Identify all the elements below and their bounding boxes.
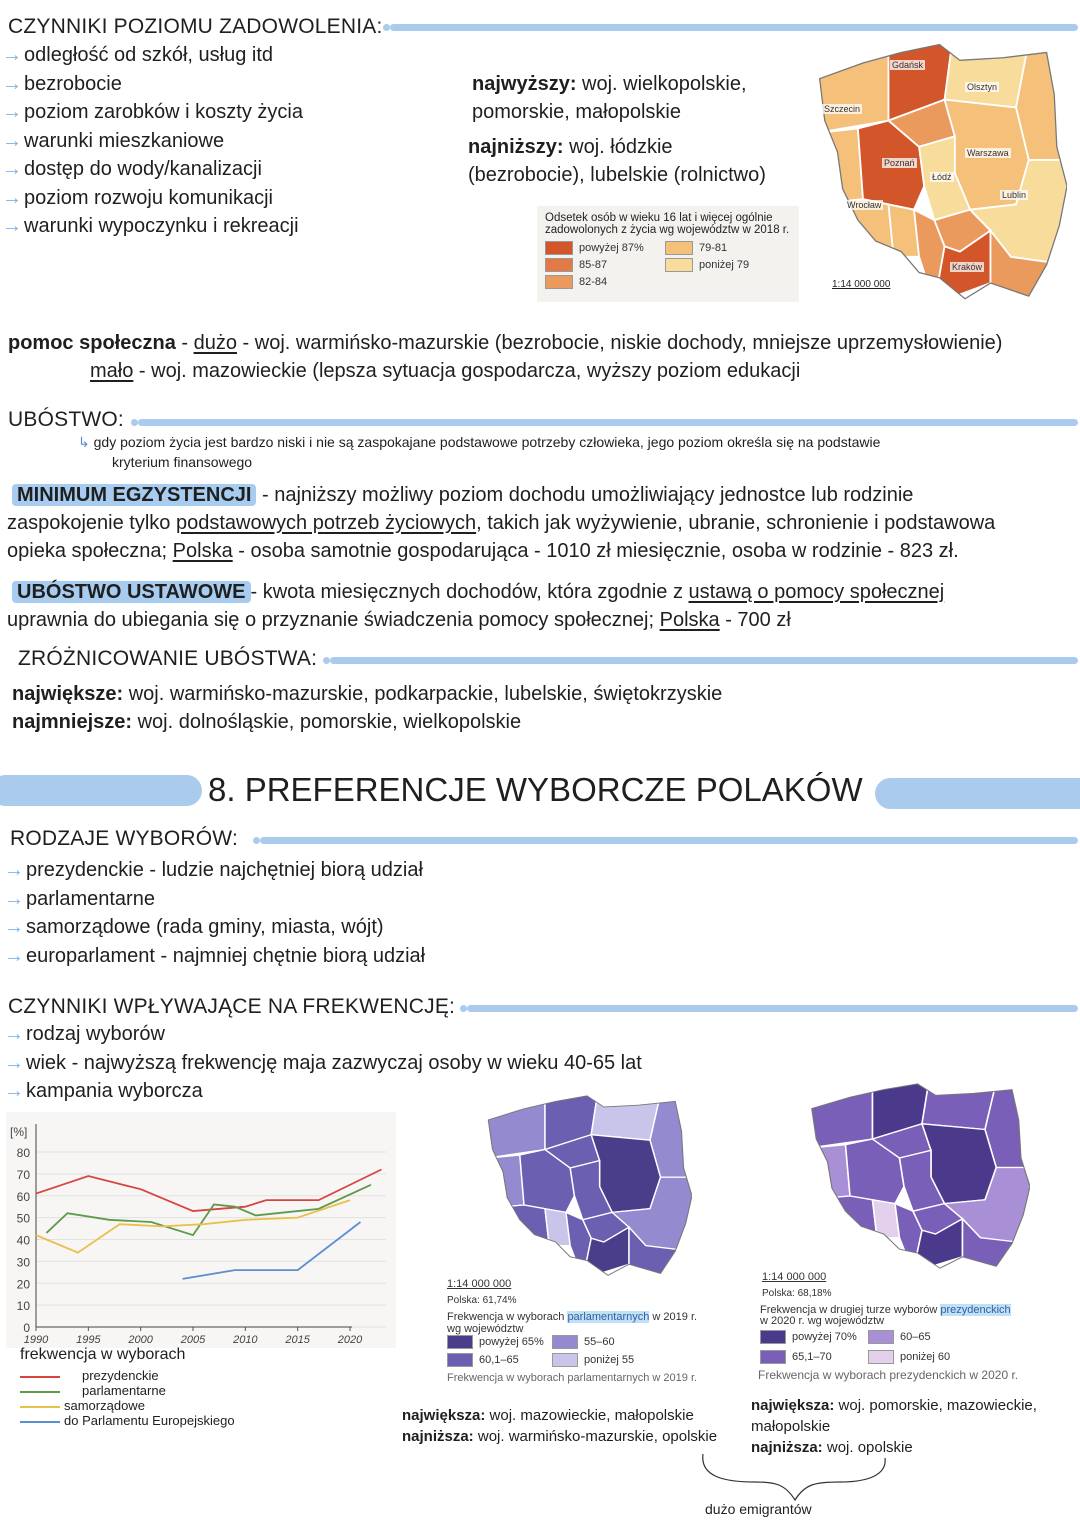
legend-label: poniżej 60 xyxy=(900,1350,951,1363)
poland-value: Polska: 68,18% xyxy=(762,1288,832,1299)
label: najniższy: xyxy=(468,136,564,158)
item-text: poziom zarobków i koszty życia xyxy=(24,101,303,123)
legend-label: poniżej 79 xyxy=(699,258,750,271)
legend-item xyxy=(552,1335,615,1349)
label: najmniejsze: xyxy=(12,711,133,733)
y-axis-label: [%] xyxy=(10,1125,28,1139)
legend-item xyxy=(545,241,644,255)
item-text: kampania wyborcza xyxy=(26,1080,203,1102)
highlight: parlamentarnych xyxy=(567,1311,650,1323)
satisfaction-factor xyxy=(2,70,122,98)
section-title-row xyxy=(208,768,1080,812)
x-tick-label: 2000 xyxy=(128,1334,153,1346)
satisfaction-factor xyxy=(2,155,262,183)
item-text: parlamentarne xyxy=(26,887,155,910)
text: - osoba samotnie gospodarująca - 1010 zł miesięcznie, osoba w rodzinie - 823 zł. xyxy=(232,540,959,562)
lowest-satisfaction-cont: (bezrobocie), lubelskie (rolnictwo) xyxy=(468,164,766,186)
label: najniższa: xyxy=(402,1428,474,1445)
arrow-icon: → xyxy=(2,158,22,180)
poverty-note xyxy=(78,432,880,452)
voivodeship-region xyxy=(945,42,1029,108)
min-existence-line-2 xyxy=(7,509,995,537)
y-tick-label: 0 xyxy=(23,1321,30,1335)
little: mało xyxy=(90,360,134,382)
legend-label: powyżej 70% xyxy=(792,1330,857,1343)
note-text: gdy poziom życia jest bardzo niski i nie są zaspokajane podstawowe potrzeby człowieka, jego poziom określa się na podstawie xyxy=(93,434,881,450)
item-text: warunki wypoczynku i rekreacji xyxy=(24,215,299,237)
y-tick-label: 70 xyxy=(16,1167,30,1182)
section-title: 8. PREFERENCJE WYBORCZE POLAKÓW xyxy=(208,771,863,808)
social-help-much: pomoc społeczna - dużo - woj. warmińsko-mazurskie (bezrobocie, niskie dochody, mniejsze uprzemysłowienie) xyxy=(8,332,1003,354)
voivodeship-region xyxy=(922,1082,996,1130)
label: pomoc społeczna xyxy=(8,332,176,354)
map-caption: Frekwencja w wyborach parlamentarnych w 2019 r. xyxy=(447,1372,698,1384)
voivodeship-region xyxy=(812,128,863,204)
label: najniższa: xyxy=(751,1439,823,1456)
city-label: Lublin xyxy=(1002,190,1027,200)
legend-swatch xyxy=(868,1350,894,1364)
city-label: Warszawa xyxy=(967,148,1009,158)
t: Frekwencja w wyborach xyxy=(447,1311,568,1323)
legend-line xyxy=(20,1391,60,1393)
min-existence-line-3 xyxy=(7,537,959,565)
arrow-icon: → xyxy=(2,129,22,152)
item-text: wiek - najwyższą frekwencję maja zazwyczaj osoby w wieku 40-65 lat xyxy=(26,1051,642,1074)
underlined: ustawą o pomocy społecznej xyxy=(688,581,945,603)
t: w 2019 r. xyxy=(649,1311,698,1323)
chart-legend-item xyxy=(20,1383,166,1398)
legend-label: 82-84 xyxy=(579,275,608,288)
arrow-icon: → xyxy=(4,859,24,881)
poverty-note-cont: kryterium finansowego xyxy=(112,454,253,470)
legend-line xyxy=(20,1421,60,1423)
turnout-factor xyxy=(4,1049,642,1077)
text: woj. mazowieckie, małopolskie xyxy=(489,1407,694,1424)
voivodeship-region xyxy=(812,42,889,134)
voivodeship-region xyxy=(591,1094,660,1140)
item-text: bezrobocie xyxy=(24,72,122,95)
arrow-icon: → xyxy=(2,215,22,237)
text: - woj. mazowieckie (lepsza sytuacja gospodarcza, wyższy poziom edukacji xyxy=(138,360,801,382)
election-types-heading: RODZAJE WYBORÓW: xyxy=(10,827,238,850)
legend-swatch xyxy=(665,258,693,272)
poland-value: Polska: 61,74% xyxy=(447,1295,517,1306)
legend-label: powyżej 65% xyxy=(479,1335,544,1348)
item-text: odległość od szkół, usług itd xyxy=(24,44,274,66)
term-highlight: MINIMUM EGZYSTENCJI xyxy=(12,484,256,506)
map-caption: Frekwencja w wyborach prezydenckich w 2020 r. xyxy=(758,1368,1019,1382)
arrow-icon: → xyxy=(4,1023,24,1045)
social-help-little xyxy=(90,357,800,385)
brace-icon xyxy=(695,1452,895,1502)
heading-rule xyxy=(467,1005,1078,1012)
turnout-factor xyxy=(4,1077,203,1105)
chart-background xyxy=(6,1112,396,1348)
legend-swatch xyxy=(545,241,573,255)
election-type xyxy=(4,913,384,941)
map-scale: 1:14 000 000 xyxy=(762,1271,827,1283)
statutory-poverty-line-2 xyxy=(7,606,791,634)
label: najwyższy: xyxy=(472,73,577,95)
map-scale: 1:14 000 000 xyxy=(447,1278,512,1290)
y-tick-label: 20 xyxy=(16,1277,30,1292)
city-label: Olsztyn xyxy=(967,82,998,92)
pres-largest xyxy=(751,1395,1037,1416)
poverty-largest xyxy=(12,680,722,708)
legend-swatch xyxy=(447,1335,473,1349)
item-text: europarlament - najmniej chętnie biorą udział xyxy=(26,944,426,967)
lowest-satisfaction xyxy=(468,133,673,161)
legend-item xyxy=(665,258,749,272)
x-tick-label: 1990 xyxy=(23,1334,49,1346)
annotation: dużo emigrantów xyxy=(705,1501,812,1517)
legend-swatch xyxy=(868,1330,894,1344)
y-tick-label: 50 xyxy=(16,1211,30,1226)
underlined: Polska xyxy=(659,609,720,631)
heading-rule xyxy=(330,657,1078,664)
legend-label: poniżej 55 xyxy=(584,1353,635,1366)
heading-rule xyxy=(390,24,1078,31)
legend-label: powyżej 87% xyxy=(579,241,644,254)
item-text: samorządowe (rada gminy, miasta, wójt) xyxy=(26,916,384,938)
city-label: Szczecin xyxy=(824,104,861,114)
legend-item xyxy=(760,1350,832,1364)
election-type xyxy=(4,856,423,884)
item-text: poziom rozwoju komunikacji xyxy=(24,186,273,209)
min-existence-line-1 xyxy=(12,481,913,509)
parliamentary-turnout-map xyxy=(482,1094,692,1279)
legend-item xyxy=(868,1350,950,1364)
x-tick-label: 2020 xyxy=(337,1334,363,1346)
map-title-cont: wg województw xyxy=(447,1323,524,1335)
satisfaction-heading: CZYNNIKI POZIOMU ZADOWOLENIA: xyxy=(8,15,383,38)
item-text: dostęp do wody/kanalizacji xyxy=(24,158,262,180)
arrow-icon: → xyxy=(4,1051,24,1074)
legend-swatch xyxy=(545,275,573,289)
underlined: podstawowych potrzeb życiowych xyxy=(175,512,477,534)
x-tick-label: 1995 xyxy=(76,1334,101,1346)
legend-label: parlamentarne xyxy=(82,1383,166,1398)
text: woj. warmińsko-mazurskie, podkarpackie, lubelskie, świętokrzyskie xyxy=(128,683,723,705)
voivodeship-region xyxy=(482,1155,524,1209)
legend-swatch xyxy=(552,1353,578,1367)
map-title xyxy=(447,1311,697,1323)
legend-label: 65,1–70 xyxy=(792,1350,832,1363)
satisfaction-factor xyxy=(2,212,299,240)
arrow-icon: → xyxy=(2,101,22,123)
legend-label: 79-81 xyxy=(699,241,728,254)
turnout-chart xyxy=(6,1112,396,1348)
arrow-icon: → xyxy=(4,916,24,938)
item-text: prezydenckie - ludzie najchętniej biorą udział xyxy=(26,859,423,881)
legend-swatch xyxy=(665,241,693,255)
arrow-icon: → xyxy=(4,944,24,967)
chart-legend-item xyxy=(20,1368,159,1383)
y-tick-label: 40 xyxy=(16,1233,30,1248)
legend-line xyxy=(20,1376,60,1378)
text: , takich jak wyżywienie, ubranie, schronienie i podstawowa xyxy=(476,512,996,534)
x-tick-label: 2010 xyxy=(233,1334,258,1346)
city-label: Łódź xyxy=(932,172,952,182)
map-title-cont: w 2020 r. wg województw xyxy=(760,1315,885,1327)
y-tick-label: 80 xyxy=(16,1146,30,1160)
election-type xyxy=(4,942,425,970)
text: - woj. warmińsko-mazurskie (bezrobocie, niskie dochody, mniejsze uprzemysłowienie) xyxy=(242,332,1003,354)
text: - 700 zł xyxy=(719,609,791,631)
term-highlight: UBÓSTWO USTAWOWE xyxy=(12,581,251,603)
label: największe: xyxy=(12,683,124,705)
election-type xyxy=(4,885,155,913)
y-tick-label: 60 xyxy=(16,1189,30,1204)
voivodeship-region xyxy=(805,1082,873,1149)
voivodeship-region xyxy=(482,1094,545,1159)
heading-rule xyxy=(260,837,1078,844)
city-label: Wrocław xyxy=(847,200,882,210)
legend-line xyxy=(20,1406,60,1408)
legend-item xyxy=(447,1353,519,1367)
satisfaction-factor xyxy=(2,41,273,69)
x-tick-label: 2015 xyxy=(285,1334,310,1346)
text: woj. opolskie xyxy=(826,1439,913,1456)
label: największa: xyxy=(751,1397,835,1414)
legend-label: 60–65 xyxy=(900,1330,931,1343)
text: woj. pomorskie, mazowieckie, xyxy=(838,1397,1037,1414)
legend-label: samorządowe xyxy=(64,1398,145,1413)
chart-title: frekwencja w wyborach xyxy=(20,1346,186,1363)
legend-label: 55–60 xyxy=(584,1335,615,1348)
underlined: Polska xyxy=(172,540,233,562)
legend-label: 60,1–65 xyxy=(479,1353,519,1366)
text: - najniższy możliwy poziom dochodu umożliwiający jednostce lub rodzinie xyxy=(262,484,914,506)
legend-swatch xyxy=(760,1330,786,1344)
highest-satisfaction-cont: pomorskie, małopolskie xyxy=(472,101,681,123)
pres-largest-cont: małopolskie xyxy=(751,1418,831,1435)
text: - kwota miesięcznych dochodów, która zgodnie z xyxy=(250,581,689,603)
text: uprawnia do ubiegania się o przyznanie świadczenia pomocy społecznej; xyxy=(7,609,660,631)
legend-item xyxy=(552,1353,634,1367)
t: Frekwencja w drugiej turze wyborów xyxy=(760,1304,941,1316)
legend-swatch xyxy=(552,1335,578,1349)
arrow-icon: → xyxy=(2,186,22,209)
item-text: warunki mieszkaniowe xyxy=(24,129,225,152)
legend-title: Odsetek osób w wieku 16 lat i więcej ogólnie zadowolonych z życia wg województw w 2018 r. xyxy=(545,212,790,236)
legend-swatch xyxy=(447,1353,473,1367)
legend-swatch xyxy=(545,258,573,272)
section-rule-right xyxy=(875,778,1080,809)
turnout-factors-heading: CZYNNIKI WPŁYWAJĄCE NA FREKWENCJĘ: xyxy=(8,995,456,1018)
hook-arrow-icon: ↳ xyxy=(78,434,90,450)
chart-legend-item xyxy=(20,1398,145,1413)
text: woj. łódzkie xyxy=(569,136,673,158)
text: opieka społeczna; xyxy=(7,540,173,562)
legend-label: do Parlamentu Europejskiego xyxy=(64,1413,235,1428)
legend-item xyxy=(545,258,607,272)
legend-label: prezydenckie xyxy=(82,1368,159,1383)
legend-item xyxy=(447,1335,544,1349)
y-tick-label: 30 xyxy=(16,1255,30,1270)
legend-item xyxy=(545,275,607,289)
section-rule-left xyxy=(0,775,202,806)
text: woj. warmińsko-mazurskie, opolskie xyxy=(477,1428,718,1445)
voivodeship-region xyxy=(805,1145,850,1200)
legend-item xyxy=(760,1330,857,1344)
highest-satisfaction xyxy=(472,70,747,98)
legend-item xyxy=(665,241,727,255)
arrow-icon: → xyxy=(2,72,22,95)
much: dużo xyxy=(193,332,237,354)
text: woj. wielkopolskie, xyxy=(582,73,747,95)
heading-rule xyxy=(138,419,1078,426)
turnout-factor xyxy=(4,1020,165,1048)
arrow-icon: → xyxy=(2,44,22,66)
highlight: prezydenckich xyxy=(940,1304,1011,1316)
legend-swatch xyxy=(760,1350,786,1364)
parl-lowest xyxy=(402,1426,717,1447)
item-text: rodzaj wyborów xyxy=(26,1023,165,1045)
presidential-turnout-map xyxy=(805,1082,1030,1272)
satisfaction-factor xyxy=(2,184,273,212)
satisfaction-factor xyxy=(2,127,224,155)
label: największa: xyxy=(402,1407,486,1424)
poverty-heading: UBÓSTWO: xyxy=(8,408,124,431)
poverty-diff-heading: ZRÓŻNICOWANIE UBÓSTWA: xyxy=(18,647,318,670)
poverty-smallest xyxy=(12,708,521,736)
y-tick-label: 10 xyxy=(16,1299,30,1314)
legend-label: 85-87 xyxy=(579,258,608,271)
parl-largest xyxy=(402,1405,694,1426)
city-label: Kraków xyxy=(952,262,983,272)
arrow-icon: → xyxy=(4,887,24,910)
text: woj. dolnośląskie, pomorskie, wielkopolskie xyxy=(137,711,522,733)
city-label: Poznań xyxy=(884,158,915,168)
map-scale: 1:14 000 000 xyxy=(832,279,891,290)
satisfaction-factor xyxy=(2,98,303,126)
text: zaspokojenie tylko xyxy=(7,512,176,534)
chart-legend-item xyxy=(20,1413,235,1428)
city-label: Gdańsk xyxy=(892,60,924,70)
x-tick-label: 2005 xyxy=(180,1334,206,1346)
legend-item xyxy=(868,1330,931,1344)
statutory-poverty-line-1 xyxy=(12,578,944,606)
arrow-icon: → xyxy=(4,1080,24,1102)
